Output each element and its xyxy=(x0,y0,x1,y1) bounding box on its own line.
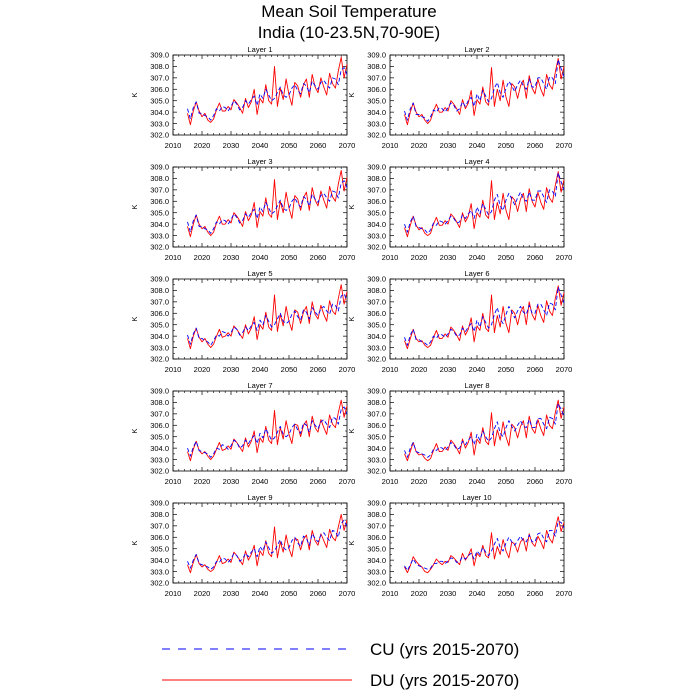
series-cu-line xyxy=(405,173,565,234)
x-tick-label: 2060 xyxy=(309,477,327,486)
x-tick-label: 2020 xyxy=(410,141,428,150)
y-tick-label: 309.0 xyxy=(150,274,169,284)
series-du-line xyxy=(405,400,565,461)
x-tick-label: 2030 xyxy=(439,365,457,374)
y-tick-label: 306.0 xyxy=(150,196,169,206)
x-tick-label: 2030 xyxy=(222,253,240,262)
y-tick-label: 303.0 xyxy=(367,567,386,577)
y-tick-label: 304.0 xyxy=(367,219,386,229)
series-du-line xyxy=(405,172,565,237)
x-tick-label: 2020 xyxy=(410,253,428,262)
panel-title: Layer 4 xyxy=(464,157,490,166)
x-tick-label: 2010 xyxy=(381,365,399,374)
x-tick-label: 2010 xyxy=(381,589,399,598)
x-tick-label: 2060 xyxy=(309,365,327,374)
y-tick-label: 308.0 xyxy=(367,62,386,72)
panel-6 xyxy=(347,269,572,374)
x-tick-label: 2040 xyxy=(468,589,486,598)
y-axis-label: K xyxy=(130,540,139,546)
x-tick-label: 2050 xyxy=(280,141,298,150)
y-tick-label: 302.0 xyxy=(150,130,169,140)
y-tick-label: 309.0 xyxy=(367,274,386,284)
x-tick-label: 2010 xyxy=(164,589,182,598)
y-tick-label: 305.0 xyxy=(150,432,169,442)
x-tick-label: 2050 xyxy=(280,589,298,598)
y-tick-label: 305.0 xyxy=(367,320,386,330)
y-tick-label: 303.0 xyxy=(150,567,169,577)
x-tick-label: 2030 xyxy=(222,589,240,598)
y-tick-label: 302.0 xyxy=(150,578,169,588)
y-tick-label: 303.0 xyxy=(367,231,386,241)
panel-title: Layer 6 xyxy=(464,269,490,278)
y-tick-label: 302.0 xyxy=(367,354,386,364)
plot-frame xyxy=(390,391,564,471)
y-tick-label: 307.0 xyxy=(367,409,386,419)
y-tick-label: 304.0 xyxy=(150,219,169,229)
x-tick-label: 2010 xyxy=(164,253,182,262)
y-tick-label: 303.0 xyxy=(150,455,169,465)
x-tick-label: 2030 xyxy=(222,141,240,150)
x-tick-label: 2030 xyxy=(439,253,457,262)
y-tick-label: 303.0 xyxy=(367,343,386,353)
y-tick-label: 304.0 xyxy=(367,331,386,341)
series-du-line xyxy=(188,57,348,124)
x-tick-label: 2020 xyxy=(193,141,211,150)
y-axis-label: K xyxy=(130,204,139,210)
plot-frame xyxy=(390,503,564,583)
y-tick-label: 305.0 xyxy=(367,544,386,554)
y-axis-label: K xyxy=(347,316,356,322)
y-axis-label: K xyxy=(347,204,356,210)
panel-5 xyxy=(130,269,355,374)
series-cu-line xyxy=(405,521,565,570)
y-tick-label: 309.0 xyxy=(367,162,386,172)
panel-9 xyxy=(130,493,355,598)
legend-cu-label: CU (yrs 2015-2070) xyxy=(370,640,520,659)
x-tick-label: 2060 xyxy=(309,141,327,150)
plot-frame xyxy=(390,167,564,247)
y-tick-label: 306.0 xyxy=(150,84,169,94)
series-du-line xyxy=(405,58,565,124)
y-tick-label: 303.0 xyxy=(367,119,386,129)
panel-title: Layer 8 xyxy=(464,381,490,390)
y-tick-label: 306.0 xyxy=(367,196,386,206)
x-tick-label: 2050 xyxy=(497,477,515,486)
y-tick-label: 309.0 xyxy=(150,162,169,172)
y-tick-label: 303.0 xyxy=(150,231,169,241)
x-tick-label: 2070 xyxy=(555,253,573,262)
x-tick-label: 2050 xyxy=(497,365,515,374)
series-du-line xyxy=(405,517,565,573)
y-tick-label: 309.0 xyxy=(367,498,386,508)
panel-title: Layer 10 xyxy=(462,493,492,502)
panel-7 xyxy=(130,381,355,486)
y-tick-label: 302.0 xyxy=(367,130,386,140)
y-tick-label: 304.0 xyxy=(367,107,386,117)
figure-title-line2: India (10-23.5N,70-90E) xyxy=(257,23,441,42)
x-tick-label: 2070 xyxy=(555,141,573,150)
x-tick-label: 2010 xyxy=(164,141,182,150)
series-du-line xyxy=(405,286,565,349)
x-tick-label: 2060 xyxy=(309,253,327,262)
x-tick-label: 2040 xyxy=(468,365,486,374)
plot-frame xyxy=(173,279,347,359)
series-cu-line xyxy=(405,404,565,458)
panel-title: Layer 2 xyxy=(464,45,490,54)
y-tick-label: 309.0 xyxy=(367,50,386,60)
x-tick-label: 2050 xyxy=(280,477,298,486)
x-tick-label: 2030 xyxy=(439,589,457,598)
x-tick-label: 2060 xyxy=(526,253,544,262)
y-tick-label: 304.0 xyxy=(150,555,169,565)
y-tick-label: 302.0 xyxy=(150,242,169,252)
y-tick-label: 309.0 xyxy=(150,50,169,60)
y-tick-label: 305.0 xyxy=(150,320,169,330)
x-tick-label: 2040 xyxy=(468,253,486,262)
y-tick-label: 307.0 xyxy=(367,297,386,307)
y-tick-label: 307.0 xyxy=(150,297,169,307)
panel-1 xyxy=(130,45,355,150)
y-tick-label: 307.0 xyxy=(150,521,169,531)
figure-title-line1: Mean Soil Temperature xyxy=(261,2,437,21)
x-tick-label: 2070 xyxy=(555,365,573,374)
x-tick-label: 2040 xyxy=(468,141,486,150)
panel-grid xyxy=(130,45,572,598)
x-tick-label: 2060 xyxy=(526,589,544,598)
x-tick-label: 2020 xyxy=(193,365,211,374)
y-tick-label: 308.0 xyxy=(367,398,386,408)
panel-4 xyxy=(347,157,572,262)
x-tick-label: 2040 xyxy=(251,589,269,598)
y-tick-label: 306.0 xyxy=(150,308,169,318)
x-tick-label: 2040 xyxy=(251,141,269,150)
x-tick-label: 2010 xyxy=(381,253,399,262)
panel-3 xyxy=(130,157,355,262)
y-tick-label: 305.0 xyxy=(367,96,386,106)
plot-frame xyxy=(390,279,564,359)
y-tick-label: 307.0 xyxy=(367,73,386,83)
x-tick-label: 2070 xyxy=(338,365,356,374)
series-cu-line xyxy=(405,287,565,345)
x-tick-label: 2010 xyxy=(381,141,399,150)
y-tick-label: 306.0 xyxy=(367,308,386,318)
x-tick-label: 2050 xyxy=(497,589,515,598)
x-tick-label: 2060 xyxy=(526,365,544,374)
series-cu-line xyxy=(405,60,565,122)
x-tick-label: 2030 xyxy=(439,477,457,486)
y-tick-label: 306.0 xyxy=(367,532,386,542)
y-tick-label: 308.0 xyxy=(367,286,386,296)
x-tick-label: 2010 xyxy=(164,477,182,486)
series-du-line xyxy=(188,285,348,349)
plot-frame xyxy=(173,167,347,247)
x-tick-label: 2010 xyxy=(164,365,182,374)
x-tick-label: 2020 xyxy=(193,253,211,262)
panel-title: Layer 9 xyxy=(247,493,273,502)
y-tick-label: 307.0 xyxy=(150,73,169,83)
y-axis-label: K xyxy=(130,92,139,98)
y-tick-label: 305.0 xyxy=(150,544,169,554)
y-tick-label: 306.0 xyxy=(367,420,386,430)
y-tick-label: 306.0 xyxy=(150,420,169,430)
x-tick-label: 2040 xyxy=(251,253,269,262)
y-tick-label: 308.0 xyxy=(150,174,169,184)
panel-10 xyxy=(347,493,572,598)
y-tick-label: 307.0 xyxy=(367,185,386,195)
x-tick-label: 2070 xyxy=(338,589,356,598)
y-tick-label: 305.0 xyxy=(150,96,169,106)
x-tick-label: 2050 xyxy=(280,253,298,262)
y-tick-label: 308.0 xyxy=(150,510,169,520)
y-tick-label: 304.0 xyxy=(367,443,386,453)
x-tick-label: 2020 xyxy=(193,477,211,486)
y-tick-label: 308.0 xyxy=(367,174,386,184)
y-axis-label: K xyxy=(130,428,139,434)
panel-2 xyxy=(347,45,572,150)
y-tick-label: 309.0 xyxy=(367,386,386,396)
y-tick-label: 303.0 xyxy=(150,119,169,129)
plot-frame xyxy=(173,391,347,471)
y-tick-label: 302.0 xyxy=(367,578,386,588)
y-tick-label: 302.0 xyxy=(367,466,386,476)
y-tick-label: 309.0 xyxy=(150,386,169,396)
y-tick-label: 308.0 xyxy=(150,62,169,72)
y-tick-label: 303.0 xyxy=(367,455,386,465)
x-tick-label: 2060 xyxy=(526,141,544,150)
x-tick-label: 2030 xyxy=(222,365,240,374)
y-tick-label: 308.0 xyxy=(367,510,386,520)
y-tick-label: 305.0 xyxy=(150,208,169,218)
y-tick-label: 303.0 xyxy=(150,343,169,353)
y-tick-label: 305.0 xyxy=(367,432,386,442)
series-cu-line xyxy=(188,407,348,457)
x-tick-label: 2060 xyxy=(526,477,544,486)
x-tick-label: 2040 xyxy=(468,477,486,486)
panel-title: Layer 1 xyxy=(247,45,273,54)
x-tick-label: 2020 xyxy=(410,589,428,598)
x-tick-label: 2070 xyxy=(338,253,356,262)
y-tick-label: 305.0 xyxy=(367,208,386,218)
panel-title: Layer 3 xyxy=(247,157,273,166)
y-tick-label: 307.0 xyxy=(367,521,386,531)
y-axis-label: K xyxy=(347,428,356,434)
x-tick-label: 2050 xyxy=(497,141,515,150)
series-du-line xyxy=(188,400,348,461)
y-tick-label: 308.0 xyxy=(150,286,169,296)
y-axis-label: K xyxy=(347,540,356,546)
x-tick-label: 2050 xyxy=(497,253,515,262)
x-tick-label: 2030 xyxy=(222,477,240,486)
y-tick-label: 306.0 xyxy=(150,532,169,542)
y-tick-label: 308.0 xyxy=(150,398,169,408)
series-du-line xyxy=(188,170,348,236)
x-tick-label: 2040 xyxy=(251,477,269,486)
x-tick-label: 2020 xyxy=(193,589,211,598)
x-tick-label: 2070 xyxy=(338,141,356,150)
y-tick-label: 302.0 xyxy=(150,354,169,364)
x-tick-label: 2010 xyxy=(381,477,399,486)
series-du-line xyxy=(188,514,348,572)
legend-du-label: DU (yrs 2015-2070) xyxy=(370,671,520,690)
y-tick-label: 304.0 xyxy=(367,555,386,565)
x-tick-label: 2060 xyxy=(309,589,327,598)
y-tick-label: 304.0 xyxy=(150,107,169,117)
x-tick-label: 2040 xyxy=(251,365,269,374)
series-cu-line xyxy=(188,520,348,569)
x-tick-label: 2020 xyxy=(410,365,428,374)
panel-title: Layer 7 xyxy=(247,381,273,390)
x-tick-label: 2030 xyxy=(439,141,457,150)
x-tick-label: 2070 xyxy=(555,589,573,598)
y-tick-label: 304.0 xyxy=(150,331,169,341)
y-tick-label: 302.0 xyxy=(367,242,386,252)
y-tick-label: 307.0 xyxy=(150,185,169,195)
x-tick-label: 2050 xyxy=(280,365,298,374)
legend xyxy=(162,640,519,690)
y-tick-label: 304.0 xyxy=(150,443,169,453)
panel-8 xyxy=(347,381,572,486)
x-tick-label: 2020 xyxy=(410,477,428,486)
y-tick-label: 309.0 xyxy=(150,498,169,508)
plot-frame xyxy=(173,503,347,583)
y-axis-label: K xyxy=(347,92,356,98)
y-tick-label: 302.0 xyxy=(150,466,169,476)
panel-title: Layer 5 xyxy=(247,269,273,278)
y-tick-label: 307.0 xyxy=(150,409,169,419)
y-axis-label: K xyxy=(130,316,139,322)
y-tick-label: 306.0 xyxy=(367,84,386,94)
x-tick-label: 2070 xyxy=(338,477,356,486)
x-tick-label: 2070 xyxy=(555,477,573,486)
